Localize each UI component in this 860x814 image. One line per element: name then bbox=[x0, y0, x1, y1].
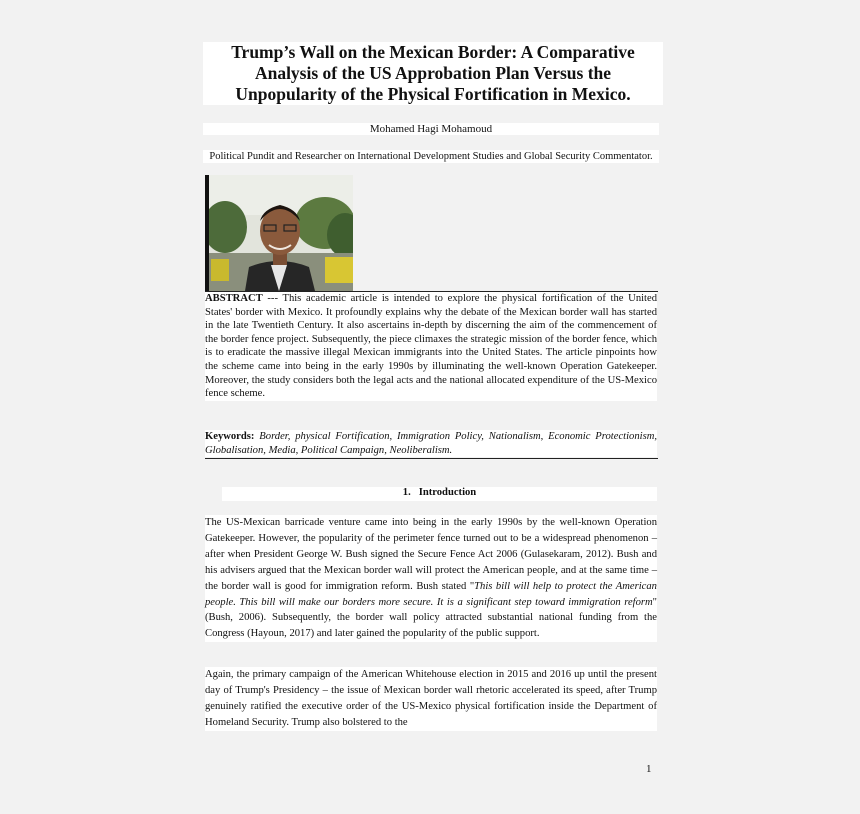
section-heading bbox=[222, 487, 657, 501]
paragraph-text: " (Bush, 2006). Subsequently, the border wall policy attracted substantial national funding from the Congress (Hayoun, 2017) and later gained the popularity of the public support. bbox=[205, 596, 657, 640]
author-photo bbox=[205, 175, 353, 291]
paper-title: Trump’s Wall on the Mexican Border: A Comparative Analysis of the US Approbation Plan Versus the Unpopularity of the Physical Fortification in Mexico. bbox=[203, 42, 663, 105]
keywords-text: Border, physical Fortification, Immigration Policy, Nationalism, Economic Protectionism, Globalisation, Media, Political Campaign, Neoliberalism. bbox=[205, 431, 657, 456]
abstract-label: ABSTRACT bbox=[205, 293, 263, 304]
abstract-paragraph bbox=[205, 292, 657, 401]
paragraph-text: The US-Mexican barricade venture came into being in the early 1990s by the well-known Operation Gatekeeper. However, the popularity of the perimeter fence turned out to be a widespread phenomenon – after when President George W. Bush signed the Secure Fence Act 2006 (Gulasekaram, 2012). Bush and his advisers argued that the Mexican border wall will protect the American people, and at the same time – the border wall is good for immigration reform. Bush stated " bbox=[205, 517, 657, 592]
photo-border bbox=[205, 175, 209, 291]
quote-text: This bill will help to protect the American people. This bill will make our borders more secure. It is a significant step toward immigration reform bbox=[205, 580, 657, 608]
divider-bottom bbox=[205, 458, 658, 459]
keywords-label: Keywords: bbox=[205, 431, 255, 442]
page-number: 1 bbox=[646, 763, 652, 775]
author-name: Mohamed Hagi Mohamoud bbox=[203, 123, 659, 135]
body-paragraph-2: Again, the primary campaign of the American Whitehouse election in 2015 and 2016 up until the present day of Trump's Presidency – the issue of Mexican border wall rhetoric accelerated its speed, after Trump genuinely ratified the executive order of the US-Mexico physical fortification inside the Department of Homeland Security. Trump also bolstered to the bbox=[205, 667, 657, 731]
author-affiliation: Political Pundit and Researcher on International Development Studies and Global Security Commentator. bbox=[203, 150, 659, 163]
section-number: 1. bbox=[402, 487, 411, 498]
body-paragraph-1 bbox=[205, 515, 657, 642]
keywords-paragraph bbox=[205, 430, 657, 457]
section-title: Introduction bbox=[418, 487, 477, 498]
author-portrait-image bbox=[205, 175, 353, 291]
abstract-text: --- This academic article is intended to explore the physical fortification of the United States' border with Mexico. It profoundly explains why the debate of the Mexican border wall has started in the late Twentieth Century. It also ascertains in-depth by discerning the aim of the commencement of the border fence project. Subsequently, the piece climaxes the strategic mission of the border fence, which is to eradicate the massive illegal Mexican immigrants into the United States. The article pinpoints how the scheme came into being in the early 1990s by illuminating the well-known Operation Gatekeeper. Moreover, the study considers both the legal acts and the national allocated expenditure of the US-Mexico fence scheme. bbox=[205, 293, 657, 400]
